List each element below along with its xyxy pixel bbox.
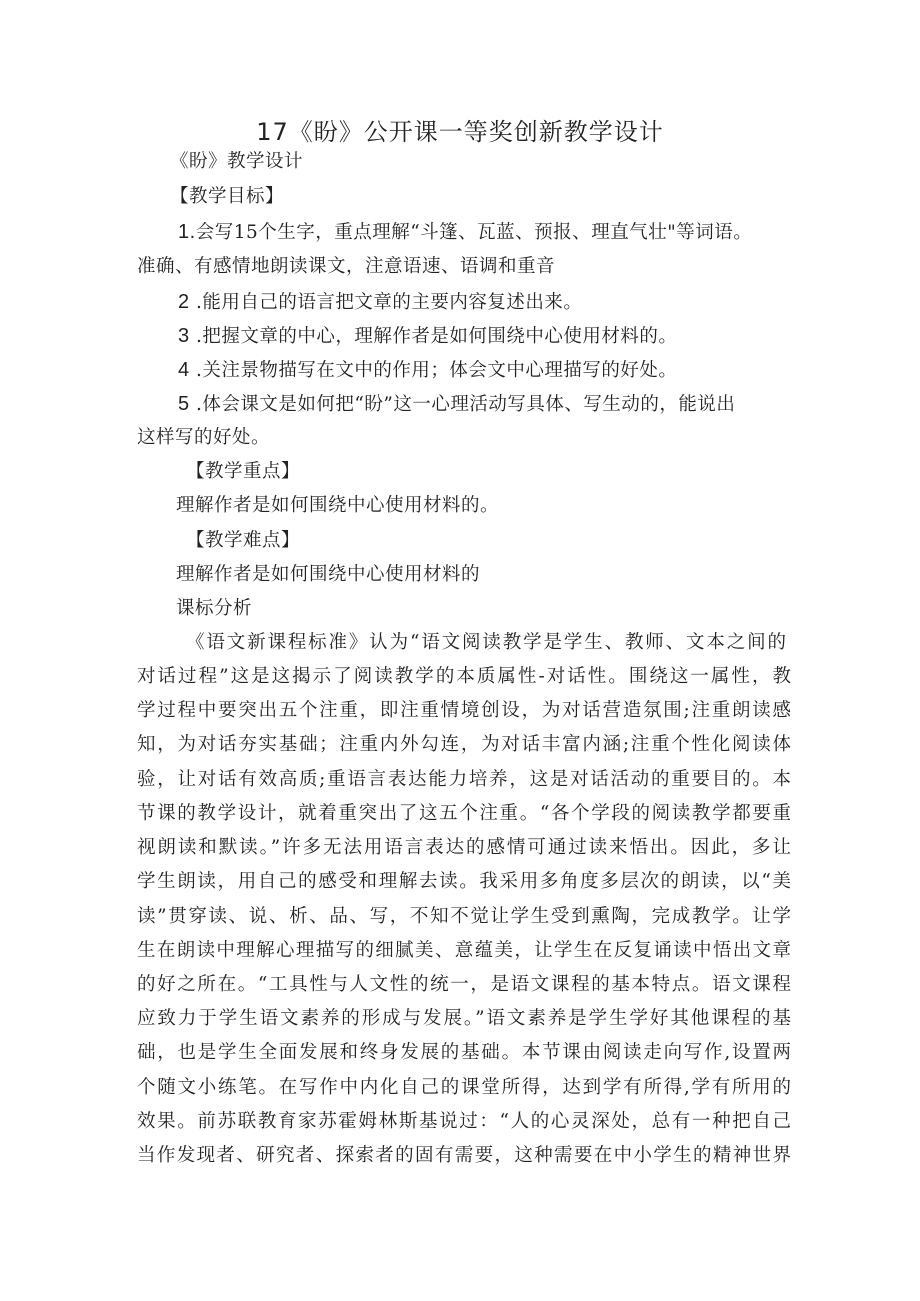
objective-text: .体会课文是如何把“盼”这一心理活动写具体、写生动的，能说出 <box>196 394 736 415</box>
objective-text: .能用自己的语言把文章的主要内容复述出来。 <box>196 292 583 313</box>
objective-text: 会写15个生字，重点理解“斗篷、瓦蓝、预报、理直气壮"等词语。 <box>195 222 753 243</box>
objective-item-1-continuation: 准确、有感情地朗读课文，注意语速、语调和重音 <box>137 256 556 277</box>
objective-text: .把握文章的中心，理解作者是如何围绕中心使用材料的。 <box>196 326 678 347</box>
analysis-line-7: 视朗读和默读。”许多无法用语言表达的感情可通过读来悟出。因此，多让 <box>137 837 791 858</box>
objective-number: 5 <box>178 393 190 415</box>
difficulty-text: 理解作者是如何围绕中心使用材料的 <box>176 564 481 585</box>
analysis-line-11: 的好之所在。“工具性与人文性的统一，是语文课程的基本特点。语文课程 <box>137 974 791 995</box>
analysis-line-15: 效果。前苏联教育家苏霍姆林斯基说过：“人的心灵深处，总有一种把自己 <box>137 1111 791 1132</box>
analysis-line-1: 《语文新课程标准》认为“语文阅读教学是学生、教师、文本之间的 <box>186 632 786 653</box>
objective-item-5 <box>178 392 735 417</box>
analysis-line-16: 当作发现者、研究者、探索者的固有需要，这种需要在中小学生的精神世界 <box>137 1145 791 1166</box>
objective-item-5-continuation: 这样写的好处。 <box>137 427 271 448</box>
objective-number: 3 <box>178 325 190 347</box>
key-point-heading: 【教学重点】 <box>186 461 301 482</box>
objective-item-2 <box>178 290 582 315</box>
objective-number: 1. <box>178 221 196 243</box>
difficulty-heading: 【教学难点】 <box>186 530 301 551</box>
subtitle: 《盼》教学设计 <box>170 151 304 172</box>
analysis-line-9: 读”贯穿读、说、析、品、写，不知不觉让学生受到熏陶，完成教学。让学 <box>137 906 791 927</box>
analysis-line-8: 学生朗读，用自己的感受和理解去读。我采用多角度多层次的朗读，以“美 <box>137 871 791 892</box>
objective-number: 2 <box>178 291 190 313</box>
objectives-heading: 【教学目标】 <box>170 186 285 207</box>
analysis-line-2: 对话过程”这是这揭示了阅读教学的本质属性-对话性。围绕这一属性，教 <box>137 666 791 687</box>
objective-item-1 <box>178 220 752 245</box>
analysis-line-5: 验，让对话有效高质;重语言表达能力培养，这是对话活动的重要目的。本 <box>137 769 791 790</box>
analysis-line-14: 个随文小练笔。在写作中内化自己的课堂所得，达到学有所得,学有所用的 <box>137 1077 791 1098</box>
analysis-line-4: 知，为对话夯实基础；注重内外勾连，为对话丰富内涵;注重个性化阅读体 <box>137 734 791 755</box>
document-title: 17《盼》公开课一等奖创新教学设计 <box>256 118 664 146</box>
objective-text: .关注景物描写在文中的作用；体会文中心理描写的好处。 <box>196 360 678 381</box>
objective-number: 4 <box>178 359 190 381</box>
analysis-line-10: 生在朗读中理解心理描写的细腻美、意蕴美，让学生在反复诵读中悟出文章 <box>137 940 791 961</box>
analysis-line-6: 节课的教学设计，就着重突出了这五个注重。“各个学段的阅读教学都要重 <box>137 803 791 824</box>
analysis-line-13: 础，也是学生全面发展和终身发展的基础。本节课由阅读走向写作,设置两 <box>137 1042 791 1063</box>
analysis-line-12: 应致力于学生语文素养的形成与发展。”语文素养是学生学好其他课程的基 <box>137 1008 791 1029</box>
objective-item-4 <box>178 358 677 383</box>
analysis-heading: 课标分析 <box>176 598 253 619</box>
analysis-line-3: 学过程中要突出五个注重，即注重情境创设，为对话营造氛围;注重朗读感 <box>137 700 791 721</box>
key-point-text: 理解作者是如何围绕中心使用材料的。 <box>176 495 500 516</box>
objective-item-3 <box>178 324 677 349</box>
